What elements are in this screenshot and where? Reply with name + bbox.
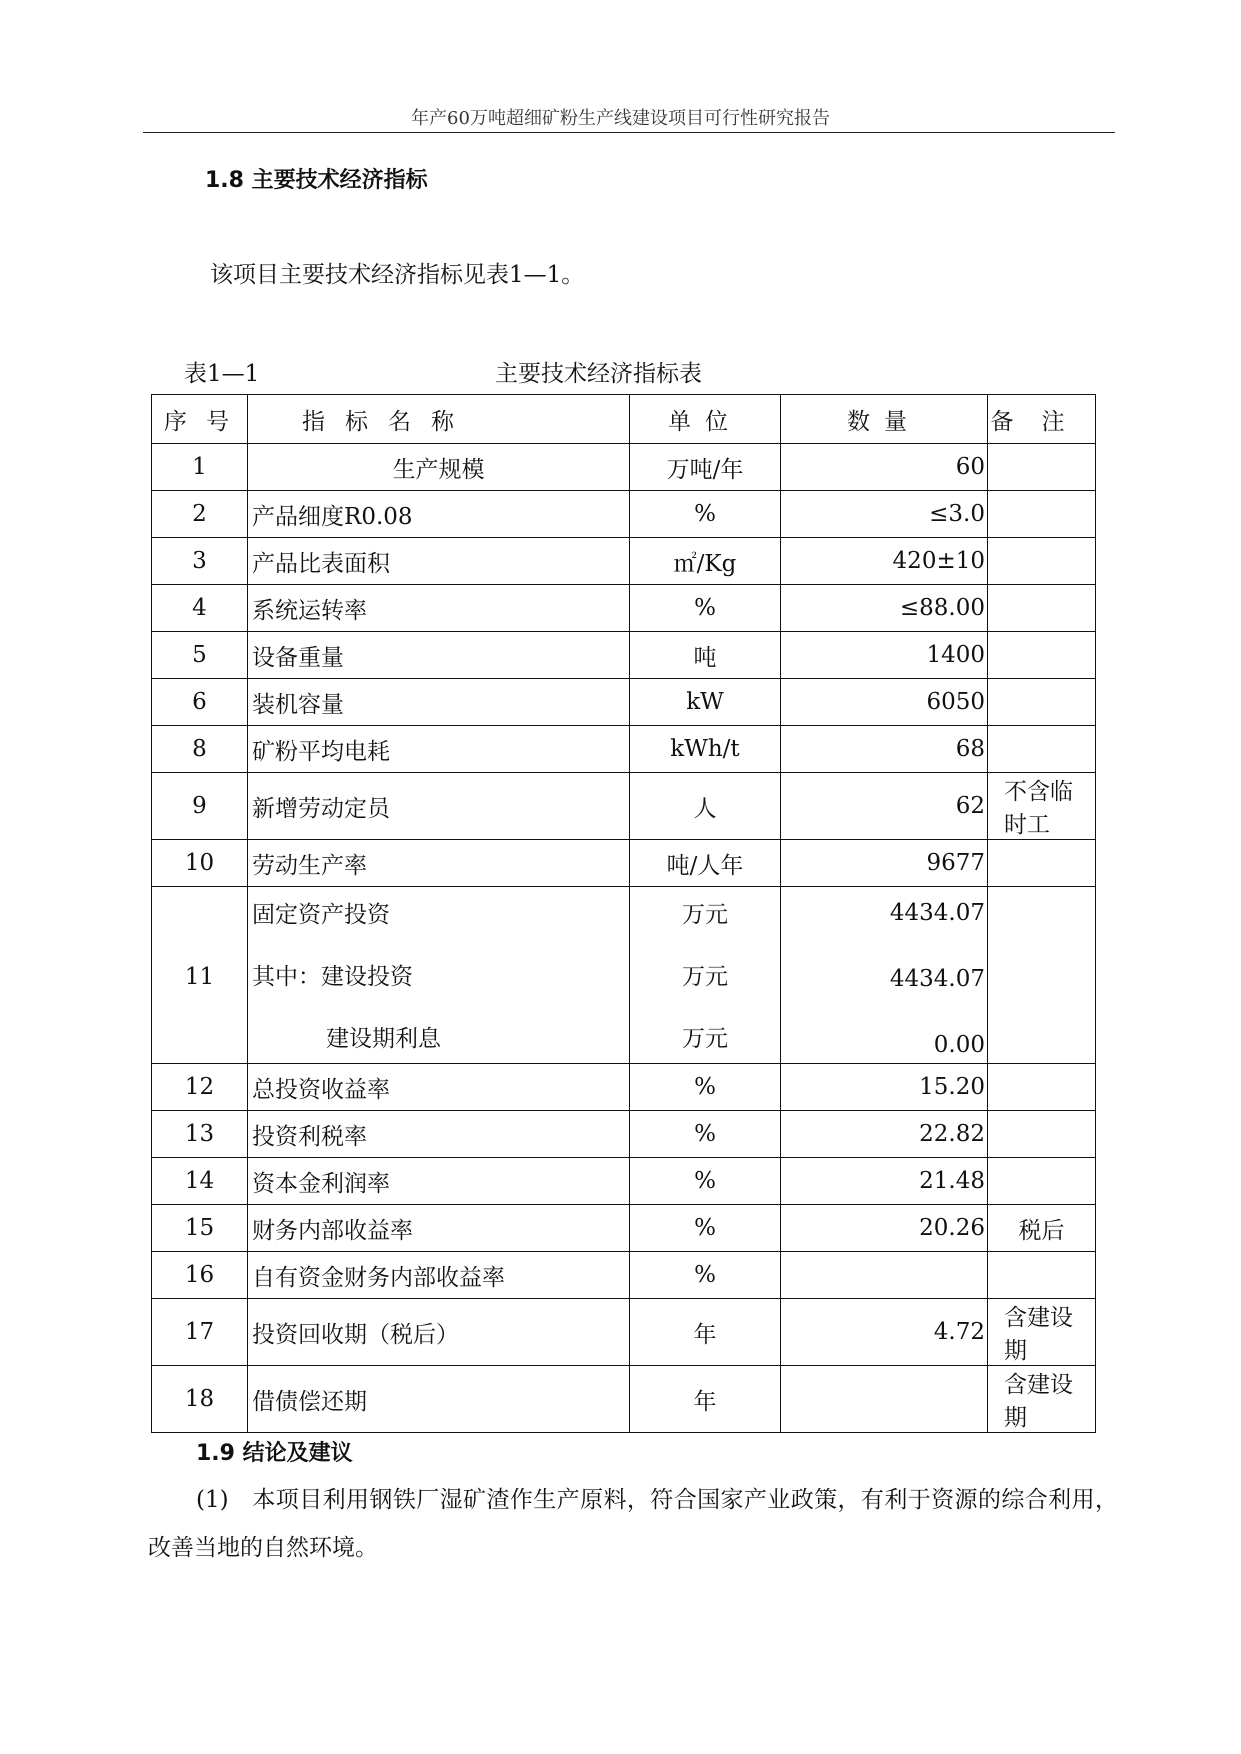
- indicator-note: 不含临时工: [988, 773, 1096, 840]
- indicator-value: 420±10: [781, 538, 988, 585]
- indicator-value: 4434.07: [889, 900, 985, 926]
- indicator-note: [988, 726, 1096, 773]
- indicator-unit: 万元: [682, 902, 728, 928]
- intro-paragraph: 该项目主要技术经济指标见表1—1。: [210, 262, 585, 288]
- table-row: [152, 585, 1096, 632]
- indicator-value: 22.82: [781, 1111, 988, 1158]
- table-row: [152, 1158, 1096, 1205]
- header-qty: 数量: [781, 395, 988, 444]
- indicator-unit: 年: [630, 1366, 781, 1433]
- indicator-name: 总投资收益率: [248, 1064, 630, 1111]
- indicator-unit: kW: [630, 679, 781, 726]
- table-row: [152, 538, 1096, 585]
- table-row-investment: [152, 887, 1096, 1064]
- indicator-unit: 吨: [630, 632, 781, 679]
- indicator-value: 1400: [781, 632, 988, 679]
- header-note: 备注: [988, 395, 1096, 444]
- table-title: 主要技术经济指标表: [495, 361, 702, 387]
- indicator-name: 其中：建设投资: [252, 964, 413, 990]
- indicator-unit: 万元: [682, 1026, 728, 1052]
- indicator-name: 装机容量: [248, 679, 630, 726]
- indicator-name: 借债偿还期: [248, 1366, 630, 1433]
- indicator-unit: 人: [630, 773, 781, 840]
- indicator-unit: 吨/人年: [630, 840, 781, 887]
- indicator-name: 产品细度R0.08: [248, 491, 630, 538]
- row-number: 5: [152, 632, 248, 679]
- header-unit: 单位: [630, 395, 781, 444]
- indicator-value: 4434.07: [889, 966, 985, 992]
- indicator-value: 4.72: [781, 1299, 988, 1366]
- row-number: 6: [152, 679, 248, 726]
- indicator-value: 60: [781, 444, 988, 491]
- indicator-name-group: [248, 887, 630, 1064]
- row-number: 15: [152, 1205, 248, 1252]
- indicator-value: 15.20: [781, 1064, 988, 1111]
- row-number: 9: [152, 773, 248, 840]
- indicator-note: [988, 585, 1096, 632]
- indicator-note: 含建设期: [988, 1366, 1096, 1433]
- indicator-value: 9677: [781, 840, 988, 887]
- indicators-table: [151, 394, 1096, 1433]
- table-row: [152, 726, 1096, 773]
- table-row: [152, 1299, 1096, 1366]
- indicator-value: [781, 1252, 988, 1299]
- indicator-note: [988, 1064, 1096, 1111]
- header-rule: [143, 132, 1115, 133]
- indicator-unit: %: [630, 1158, 781, 1205]
- indicator-value: 20.26: [781, 1205, 988, 1252]
- indicator-name: 矿粉平均电耗: [248, 726, 630, 773]
- row-number: 10: [152, 840, 248, 887]
- indicator-name: 投资回收期（税后）: [248, 1299, 630, 1366]
- row-number: 2: [152, 491, 248, 538]
- indicator-unit: %: [630, 585, 781, 632]
- indicator-name: 产品比表面积: [248, 538, 630, 585]
- indicator-name: 新增劳动定员: [248, 773, 630, 840]
- indicator-unit: 万吨/年: [630, 444, 781, 491]
- row-number: 3: [152, 538, 248, 585]
- table-row: [152, 1252, 1096, 1299]
- header-no: 序 号: [152, 395, 248, 444]
- row-number: 4: [152, 585, 248, 632]
- indicator-note: [988, 1252, 1096, 1299]
- indicator-note: 税后: [988, 1205, 1096, 1252]
- row-number: 17: [152, 1299, 248, 1366]
- table-row: [152, 632, 1096, 679]
- indicator-name: 财务内部收益率: [248, 1205, 630, 1252]
- indicator-unit-group: [630, 887, 781, 1064]
- indicator-name: 生产规模: [248, 444, 630, 491]
- table-row: [152, 491, 1096, 538]
- indicator-name: 设备重量: [248, 632, 630, 679]
- row-number: 8: [152, 726, 248, 773]
- indicator-unit: 年: [630, 1299, 781, 1366]
- indicator-note: [988, 887, 1096, 1064]
- table-header-row: [152, 395, 1096, 444]
- table-row: [152, 1111, 1096, 1158]
- indicator-value: 21.48: [781, 1158, 988, 1205]
- row-number: 1: [152, 444, 248, 491]
- indicator-note: [988, 840, 1096, 887]
- row-number: 11: [152, 887, 248, 1064]
- section-heading-1-9: 1.9 结论及建议: [196, 1441, 353, 1466]
- indicator-name: 建设期利息: [326, 1026, 441, 1052]
- indicator-value-group: [781, 887, 988, 1064]
- indicator-note: 含建设期: [988, 1299, 1096, 1366]
- indicator-value: ≤3.0: [781, 491, 988, 538]
- indicator-name: 劳动生产率: [248, 840, 630, 887]
- table-row: [152, 444, 1096, 491]
- indicator-name: 资本金利润率: [248, 1158, 630, 1205]
- table-row: [152, 1064, 1096, 1111]
- row-number: 12: [152, 1064, 248, 1111]
- table-row: [152, 1366, 1096, 1433]
- indicator-note: [988, 444, 1096, 491]
- section-heading-1-8: 1.8 主要技术经济指标: [205, 168, 428, 193]
- row-number: 14: [152, 1158, 248, 1205]
- indicator-note: [988, 632, 1096, 679]
- indicator-unit: %: [630, 1064, 781, 1111]
- indicator-name: 投资利税率: [248, 1111, 630, 1158]
- indicator-unit: ㎡/Kg: [630, 538, 781, 585]
- indicator-note: [988, 1158, 1096, 1205]
- indicator-value: 68: [781, 726, 988, 773]
- table-row: [152, 1205, 1096, 1252]
- indicator-value: 0.00: [933, 1032, 985, 1058]
- indicator-name: 固定资产投资: [252, 902, 390, 928]
- indicator-note: [988, 679, 1096, 726]
- row-number: 18: [152, 1366, 248, 1433]
- table-row: [152, 679, 1096, 726]
- indicator-value: 62: [781, 773, 988, 840]
- indicator-unit: %: [630, 1111, 781, 1158]
- conclusion-paragraph-1: (1) 本项目利用钢铁厂湿矿渣作生产原料，符合国家产业政策，有利于资源的综合利用，改善当地的自然环境。: [148, 1487, 1118, 1561]
- indicator-unit: kWh/t: [630, 726, 781, 773]
- indicator-unit: %: [630, 1252, 781, 1299]
- indicator-note: [988, 538, 1096, 585]
- indicator-unit: %: [630, 491, 781, 538]
- indicator-note: [988, 491, 1096, 538]
- indicator-note: [988, 1111, 1096, 1158]
- indicator-value: 6050: [781, 679, 988, 726]
- row-number: 16: [152, 1252, 248, 1299]
- indicator-name: 系统运转率: [248, 585, 630, 632]
- table-number: 表1—1: [184, 361, 260, 387]
- indicator-value: [781, 1366, 988, 1433]
- indicator-unit: 万元: [682, 964, 728, 990]
- table-row: [152, 773, 1096, 840]
- row-number: 13: [152, 1111, 248, 1158]
- indicator-value: ≤88.00: [781, 585, 988, 632]
- running-header: 年产60万吨超细矿粉生产线建设项目可行性研究报告: [411, 108, 830, 129]
- indicator-name: 自有资金财务内部收益率: [248, 1252, 630, 1299]
- indicator-unit: %: [630, 1205, 781, 1252]
- header-name: 指标名称: [248, 395, 630, 444]
- table-row: [152, 840, 1096, 887]
